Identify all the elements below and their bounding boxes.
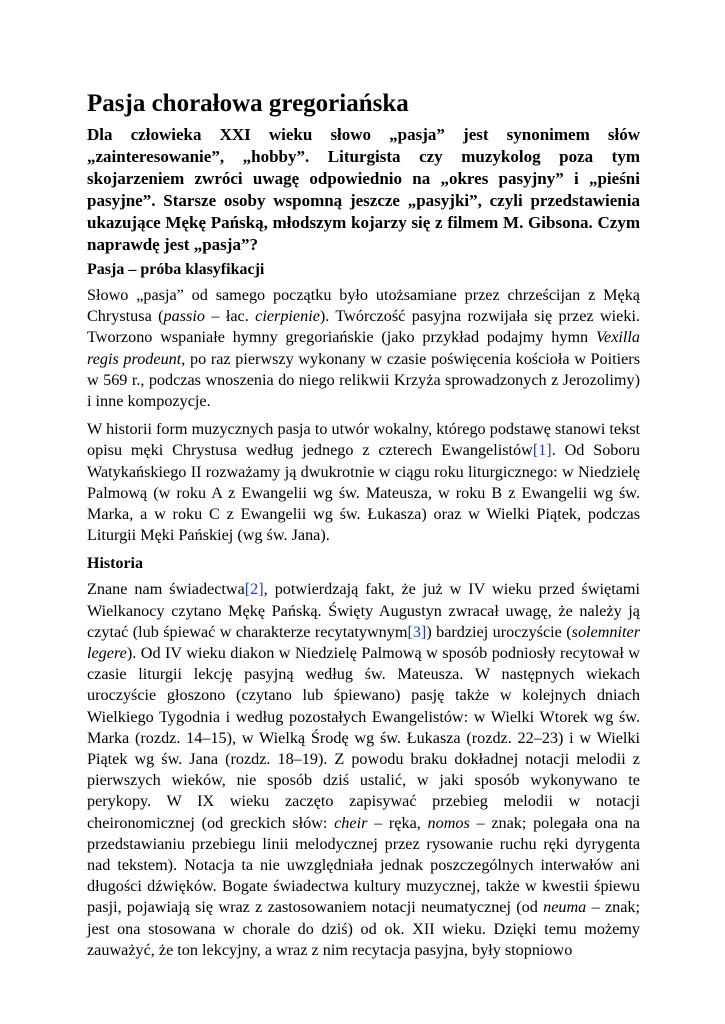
- paragraph: Znane nam świadectwa[2], potwierdzają fakt, że już w IV wieku przed świętami Wielkanocy czytano Mękę Pańską. Święty Augustyn zwracał uwagę, że należy ją czytać (lub śpiewać w charakterze recytatywnym[3]) bardziej uroczyście (solemniter legere). Od IV wieku diakon w Niedzielę Palmową w sposób podniosły recytował w czasie liturgii lekcję pasyjną według św. Mateusza. W następnych wiekach uroczyście głoszono (czytano lub śpiewano) pasję także w kolejnych dniach Wielkiego Tygodnia i według pozostałych Ewangelistów: w Wielki Wtorek wg św. Marka (rozdz. 14–15), w Wielką Środę wg św. Łukasza (rozdz. 22–23) i w Wielki Piątek wg św. Jana (rozdz. 18–19). Z powodu braku dokładnej notacji melodii z pierwszych wieków, nie sposób dziś ustalić, w jaki sposób wykonywano te perykopy. W IX wieku zaczęto zapisywać przebieg melodii w notacji cheironomicznej (od greckich słów: cheir – ręka, nomos – znak; polegała ona na przedstawianiu przebiegu linii melodycznej przez rysowanie ruchu ręki dyrygenta nad tekstem). Notacja ta nie uwzględniała jednak poszczególnych interwałów ani długości dźwięków. Bogate świadectwa kultury muzycznej, także w kwestii śpiewu pasji, pojawiają się wraz z zastosowaniem notacji neumatycznej (od neuma – znak; jest ona stosowana w chorale do dziś) od ok. XII wieku. Dzięki temu możemy zauważyć, że ton lekcyjny, a wraz z nim recytacja pasyjna, były stopniowo: [87, 580, 640, 959]
- section-heading-history: Historia: [87, 555, 143, 573]
- footnote-link[interactable]: [2]: [244, 580, 264, 599]
- footnote-link[interactable]: [1]: [532, 441, 552, 460]
- footnote-link[interactable]: [3]: [407, 622, 427, 641]
- paragraph: Słowo „pasja” od samego początku było utożsamiane przez chrześcijan z Męką Chrystusa (passio – łac. cierpienie). Twórczość pasyjna rozwijała się przez wieki. Tworzono wspaniałe hymny gregoriańskie (jako przykład podajmy hymn Vexilla regis prodeunt, po raz pierwszy wykonany w czasie poświęcenia kościoła w Poitiers w 569 r., podczas wnoszenia do niego relikwii Krzyża sprowadzonych z Jerozolimy) i inne kompozycje.: [87, 286, 640, 411]
- paragraph: W historii form muzycznych pasja to utwór wokalny, którego podstawę stanowi tekst opisu męki Chrystusa według jednego z czterech Ewangelistów[1]. Od Soboru Watykańskiego II rozważamy ją dwukrotnie w ciągu roku liturgicznego: w Niedzielę Palmową (w roku A z Ewangelii wg św. Mateusza, w roku B z Ewangelii wg św. Marka, a w roku C z Ewangelii wg św. Łukasza) oraz w Wielki Piątek, podczas Liturgii Męki Pańskiej (wg św. Jana).: [87, 420, 640, 545]
- section-heading-classification: Pasja – próba klasyfikacji: [87, 261, 265, 278]
- lead-paragraph: Dla człowieka XXI wieku słowo „pasja” jest synonimem słów „zainteresowanie”, „hobby”. Liturgista czy muzykolog poza tym skojarzeniem zwróci uwagę odpowiednio na „okres pasyjny” i „pieśni pasyjne”. Starsze osoby wspomną jeszcze „pasyjki”, czyli przedstawienia ukazujące Mękę Pańską, młodszym kojarzy się z filmem M. Gibsona. Czym naprawdę jest „pasja”?: [87, 125, 640, 254]
- page-title: Pasja chorałowa gregoriańska: [87, 90, 409, 117]
- document-body: [87, 88, 640, 968]
